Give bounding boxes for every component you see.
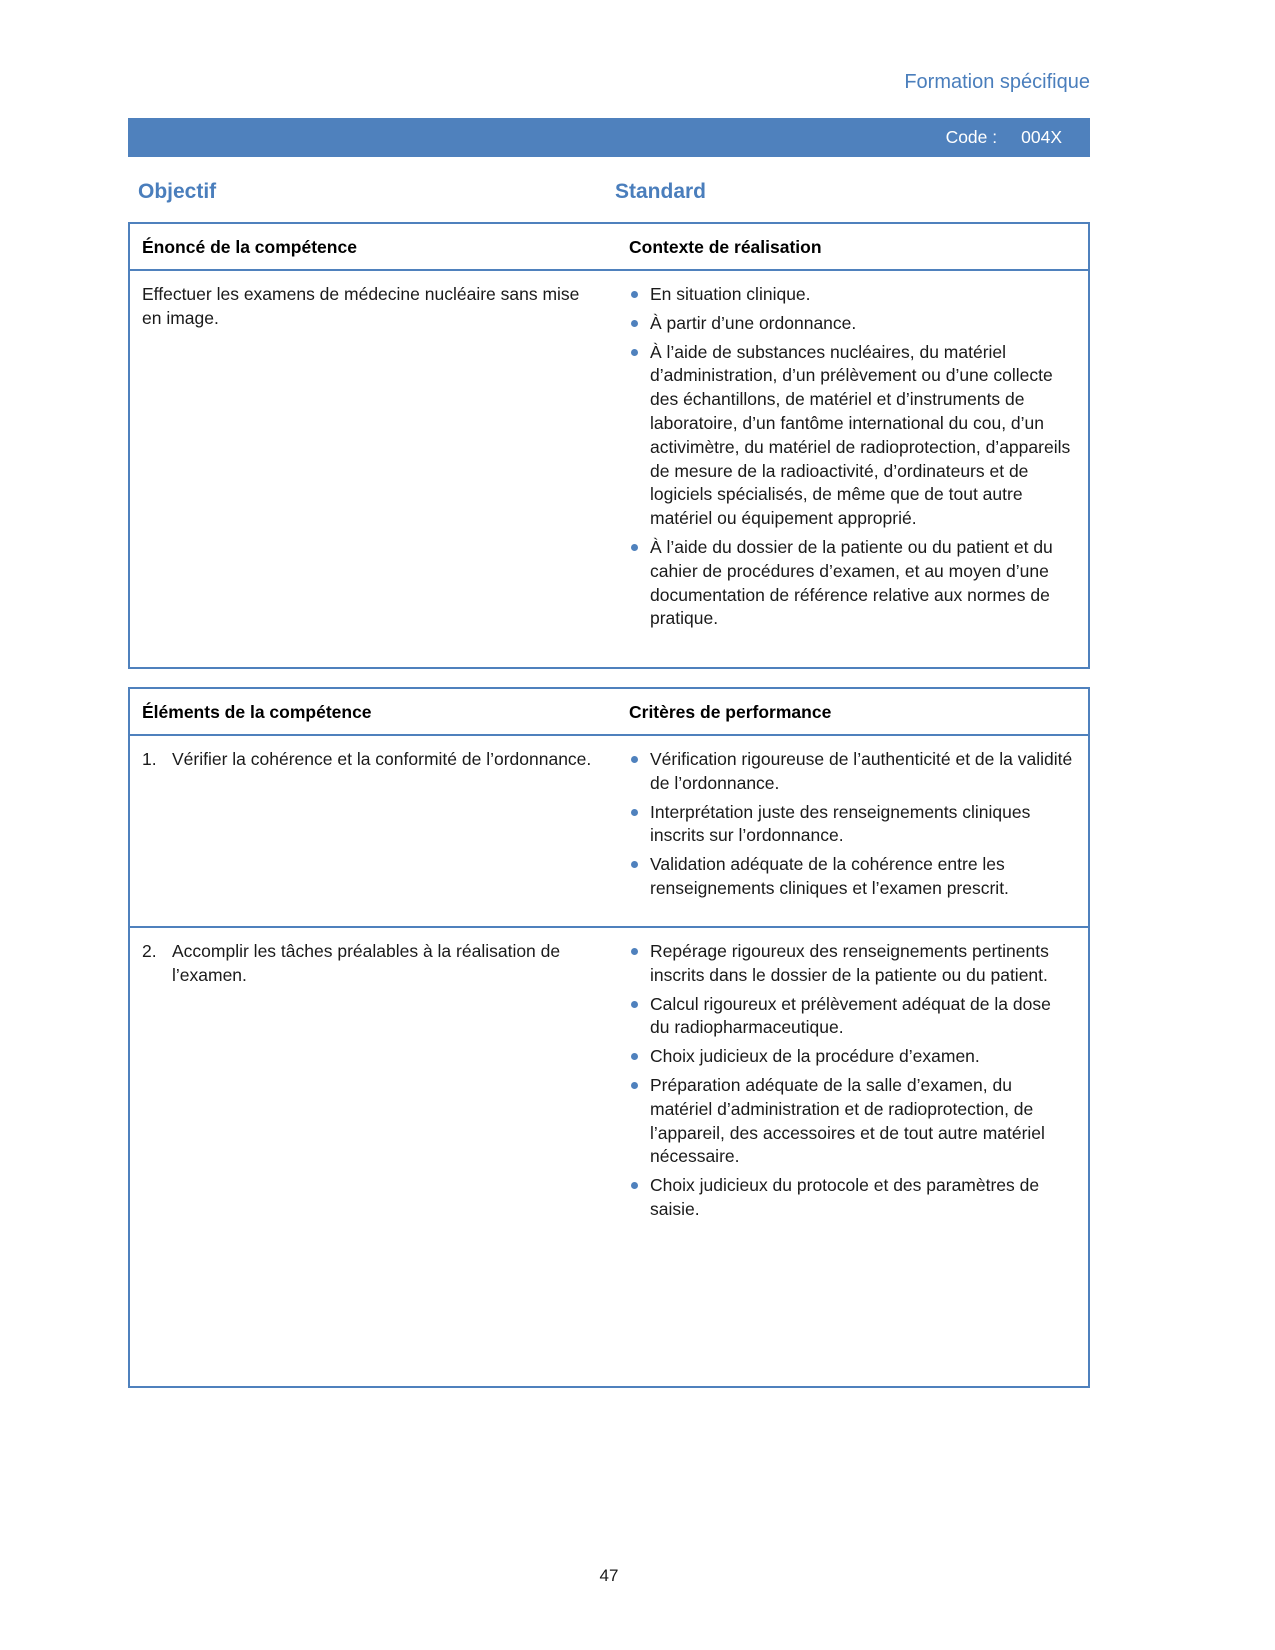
bullet-dot [631,809,638,816]
element-1-cell [130,736,617,926]
table1-header-row [130,224,1088,271]
standard-title: Standard [615,180,707,203]
criteria-1-cell [617,736,1088,926]
bullet-dot [631,1053,638,1060]
bullet-text: Repérage rigoureux des renseignements pertinents inscrits dans le dossier de la patiente ou du patient. [650,941,1049,985]
bullet-dot [631,1082,638,1089]
bullet-item [623,993,1074,1041]
table2-left-header: Éléments de la compétence [142,702,372,722]
element-1-statement [142,748,599,772]
context-bullet-list [623,283,1074,631]
bullet-item [623,283,1074,307]
element-2-number: 2. [142,941,157,961]
page-number: 47 [599,1566,619,1585]
competence-statement: Effectuer les examens de médecine nucléaire sans mise en image. [142,284,580,328]
table1-left-header: Énoncé de la compétence [142,237,357,257]
bullet-text: Validation adéquate de la cohérence entre les renseignements cliniques et l’examen prescrit. [650,854,1009,898]
bullet-dot [631,291,638,298]
bullet-text: Vérification rigoureuse de l’authenticité et de la validité de l’ordonnance. [650,749,1073,793]
criteria-2-cell [617,928,1088,1386]
column-titles-row [128,179,1090,204]
element-2-statement [142,940,599,988]
element-2-cell [130,928,617,1386]
element-2-text: Accomplir les tâches préalables à la réalisation de l’examen. [172,941,561,985]
code-bar [128,118,1090,157]
code-label: Code : [945,127,998,147]
element-1-text: Vérifier la cohérence et la conformité de l’ordonnance. [172,749,592,769]
bullet-item [623,1045,1074,1069]
element-1-number: 1. [142,749,157,769]
table1-body-row [130,271,1088,667]
bullet-dot [631,349,638,356]
bullet-text: À partir d’une ordonnance. [650,312,857,333]
element-row-2 [130,928,1088,1386]
bullet-dot [631,861,638,868]
table2-header-row [130,689,1088,736]
bullet-item [623,748,1074,796]
bullet-dot [631,544,638,551]
bullet-item [623,1174,1074,1222]
objectif-title: Objectif [138,180,217,203]
bullet-dot [631,948,638,955]
table2-right-header: Critères de performance [629,702,832,722]
bullet-text: Calcul rigoureux et prélèvement adéquat de la dose du radiopharmaceutique. [650,993,1051,1038]
bullet-text: En situation clinique. [650,284,811,304]
table1-right-header: Contexte de réalisation [629,237,822,257]
bullet-item [623,536,1074,631]
bullet-dot [631,1001,638,1008]
section-header: Formation spécifique [904,71,1090,93]
bullet-text: Interprétation juste des renseignements cliniques inscrits sur l’ordonnance. [650,801,1031,846]
bullet-item [623,940,1074,988]
bullet-item [623,853,1074,901]
bullet-text: À l’aide de substances nucléaires, du matériel d’administration, d’un prélèvement ou d’une collecte des échantillons, de matériel et d’instruments de laboratoire, d’un fantôme international du cou, d’un activimètre, du matériel de radioprotection, d’appareils de mesure de la radioactivité, d’ordinateurs et de logiciels spécialisés, de même que de tout autre matériel ou équipement approprié. [650,341,1071,529]
elements-criteres-table [128,687,1090,1388]
code-value: 004X [1021,127,1062,147]
bullet-text: Choix judicieux de la procédure d’examen. [650,1046,980,1067]
criteria-2-bullet-list [623,940,1074,1222]
bullet-text: À l’aide du dossier de la patiente ou du patient et du cahier de procédures d’examen, et au moyen d’une documentation de référence relative aux normes de pratique. [650,536,1053,629]
criteria-1-bullet-list [623,748,1074,901]
bullet-item [623,341,1074,531]
bullet-item [623,312,1074,336]
bullet-text: Choix judicieux du protocole et des paramètres de saisie. [650,1175,1040,1219]
bullet-dot [631,1182,638,1189]
bullet-item [623,801,1074,849]
context-cell [617,271,1088,667]
enonce-contexte-table [128,222,1090,669]
bullet-item [623,1074,1074,1169]
bullet-dot [631,756,638,763]
bullet-text: Préparation adéquate de la salle d’examen, du matériel d’administration et de radioprotection, de l’appareil, des accessoires et de tout autre matériel nécessaire. [650,1074,1045,1167]
element-row-1 [130,736,1088,928]
bullet-dot [631,320,638,327]
